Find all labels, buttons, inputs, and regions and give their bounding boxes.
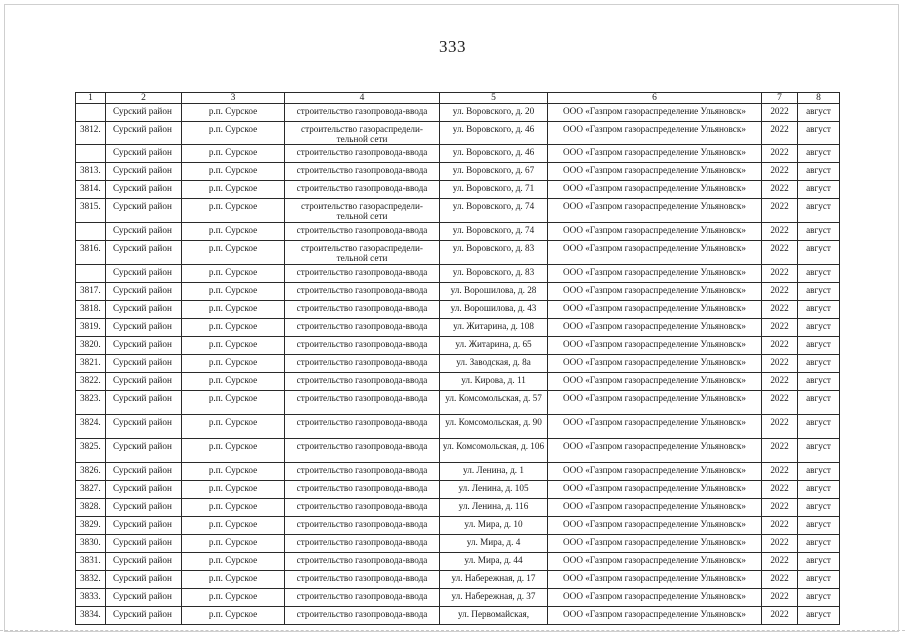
month-cell: август xyxy=(798,337,840,355)
settlement-cell: р.п. Сурское xyxy=(182,145,285,163)
address-cell: ул. Ворошилова, д. 43 xyxy=(440,301,548,319)
organization-cell: ООО «Газпром газораспределение Ульяновск» xyxy=(548,499,762,517)
year-cell: 2022 xyxy=(762,355,798,373)
row-number: 3822. xyxy=(76,373,106,391)
organization-cell: ООО «Газпром газораспределение Ульяновск» xyxy=(548,607,762,625)
settlement-cell: р.п. Сурское xyxy=(182,571,285,589)
settlement-cell: р.п. Сурское xyxy=(182,283,285,301)
table-row xyxy=(76,415,840,439)
district-cell: Сурский район xyxy=(106,241,182,265)
work-type-cell: строительство газопровода-ввода xyxy=(285,145,440,163)
district-cell: Сурский район xyxy=(106,181,182,199)
table-row xyxy=(76,319,840,337)
settlement-cell: р.п. Сурское xyxy=(182,163,285,181)
month-cell: август xyxy=(798,199,840,223)
address-cell: ул. Комсомольская, д. 57 xyxy=(440,391,548,415)
year-cell: 2022 xyxy=(762,517,798,535)
month-cell: август xyxy=(798,104,840,122)
row-number: 3825. xyxy=(76,439,106,463)
year-cell: 2022 xyxy=(762,463,798,481)
year-cell: 2022 xyxy=(762,145,798,163)
organization-cell: ООО «Газпром газораспределение Ульяновск» xyxy=(548,223,762,241)
table-row xyxy=(76,122,840,145)
work-type-cell: строительство газопровода-ввода xyxy=(285,391,440,415)
organization-cell: ООО «Газпром газораспределение Ульяновск» xyxy=(548,122,762,145)
work-type-cell: строительство газопровода-ввода xyxy=(285,283,440,301)
work-type-cell: строительство газопровода-ввода xyxy=(285,337,440,355)
year-cell: 2022 xyxy=(762,535,798,553)
organization-cell: ООО «Газпром газораспределение Ульяновск» xyxy=(548,589,762,607)
address-cell: ул. Воровского, д. 83 xyxy=(440,265,548,283)
year-cell: 2022 xyxy=(762,181,798,199)
organization-cell: ООО «Газпром газораспределение Ульяновск» xyxy=(548,199,762,223)
table-row xyxy=(76,241,840,265)
year-cell: 2022 xyxy=(762,499,798,517)
organization-cell: ООО «Газпром газораспределение Ульяновск» xyxy=(548,535,762,553)
month-cell: август xyxy=(798,319,840,337)
row-number: 3832. xyxy=(76,571,106,589)
table-row xyxy=(76,463,840,481)
district-cell: Сурский район xyxy=(106,337,182,355)
settlement-cell: р.п. Сурское xyxy=(182,373,285,391)
settlement-cell: р.п. Сурское xyxy=(182,181,285,199)
district-cell: Сурский район xyxy=(106,589,182,607)
organization-cell: ООО «Газпром газораспределение Ульяновск» xyxy=(548,373,762,391)
district-cell: Сурский район xyxy=(106,373,182,391)
organization-cell: ООО «Газпром газораспределение Ульяновск» xyxy=(548,355,762,373)
organization-cell: ООО «Газпром газораспределение Ульяновск» xyxy=(548,553,762,571)
work-type-cell: строительство газопровода-ввода xyxy=(285,439,440,463)
month-cell: август xyxy=(798,535,840,553)
work-type-cell: строительство газопровода-ввода xyxy=(285,571,440,589)
address-cell: ул. Воровского, д. 83 xyxy=(440,241,548,265)
table-row xyxy=(76,499,840,517)
address-cell: ул. Первомайская, xyxy=(440,607,548,625)
work-type-cell: строительство газопровода-ввода xyxy=(285,223,440,241)
settlement-cell: р.п. Сурское xyxy=(182,355,285,373)
district-cell: Сурский район xyxy=(106,163,182,181)
table-row xyxy=(76,265,840,283)
settlement-cell: р.п. Сурское xyxy=(182,415,285,439)
table-row xyxy=(76,391,840,415)
table-row xyxy=(76,553,840,571)
work-type-cell: строительство газопровода-ввода xyxy=(285,589,440,607)
year-cell: 2022 xyxy=(762,589,798,607)
address-cell: ул. Воровского, д. 71 xyxy=(440,181,548,199)
year-cell: 2022 xyxy=(762,481,798,499)
work-type-cell: строительство газопровода-ввода xyxy=(285,463,440,481)
district-cell: Сурский район xyxy=(106,122,182,145)
work-type-cell: строительство газораспредели-тельной сети xyxy=(285,122,440,145)
district-cell: Сурский район xyxy=(106,535,182,553)
row-number: 3823. xyxy=(76,391,106,415)
table-row xyxy=(76,163,840,181)
address-cell: ул. Комсомольская, д. 106 xyxy=(440,439,548,463)
settlement-cell: р.п. Сурское xyxy=(182,499,285,517)
work-type-cell: строительство газопровода-ввода xyxy=(285,607,440,625)
month-cell: август xyxy=(798,463,840,481)
settlement-cell: р.п. Сурское xyxy=(182,607,285,625)
settlement-cell: р.п. Сурское xyxy=(182,122,285,145)
row-number: 3816. xyxy=(76,241,106,265)
table-row xyxy=(76,535,840,553)
month-cell: август xyxy=(798,517,840,535)
month-cell: август xyxy=(798,571,840,589)
address-cell: ул. Воровского, д. 74 xyxy=(440,199,548,223)
organization-cell: ООО «Газпром газораспределение Ульяновск» xyxy=(548,181,762,199)
settlement-cell: р.п. Сурское xyxy=(182,104,285,122)
table-row xyxy=(76,589,840,607)
settlement-cell: р.п. Сурское xyxy=(182,241,285,265)
month-cell: август xyxy=(798,481,840,499)
table-row xyxy=(76,439,840,463)
work-type-cell: строительство газопровода-ввода xyxy=(285,355,440,373)
address-cell: ул. Ленина, д. 105 xyxy=(440,481,548,499)
organization-cell: ООО «Газпром газораспределение Ульяновск» xyxy=(548,265,762,283)
settlement-cell: р.п. Сурское xyxy=(182,301,285,319)
page-number: 333 xyxy=(439,37,466,56)
year-cell: 2022 xyxy=(762,283,798,301)
row-number: 3827. xyxy=(76,481,106,499)
settlement-cell: р.п. Сурское xyxy=(182,517,285,535)
settlement-cell: р.п. Сурское xyxy=(182,223,285,241)
district-cell: Сурский район xyxy=(106,145,182,163)
organization-cell: ООО «Газпром газораспределение Ульяновск» xyxy=(548,481,762,499)
row-number: 3833. xyxy=(76,589,106,607)
row-number: 3818. xyxy=(76,301,106,319)
year-cell: 2022 xyxy=(762,199,798,223)
organization-cell: ООО «Газпром газораспределение Ульяновск» xyxy=(548,337,762,355)
address-cell: ул. Кирова, д. 11 xyxy=(440,373,548,391)
address-cell: ул. Воровского, д. 74 xyxy=(440,223,548,241)
month-cell: август xyxy=(798,439,840,463)
address-cell: ул. Воровского, д. 67 xyxy=(440,163,548,181)
address-cell: ул. Ворошилова, д. 28 xyxy=(440,283,548,301)
district-cell: Сурский район xyxy=(106,517,182,535)
year-cell: 2022 xyxy=(762,265,798,283)
row-number xyxy=(76,104,106,122)
address-cell: ул. Набережная, д. 37 xyxy=(440,589,548,607)
address-cell: ул. Ленина, д. 1 xyxy=(440,463,548,481)
address-cell: ул. Комсомольская, д. 90 xyxy=(440,415,548,439)
row-number: 3817. xyxy=(76,283,106,301)
district-cell: Сурский район xyxy=(106,463,182,481)
table-row xyxy=(76,481,840,499)
work-type-cell: строительство газопровода-ввода xyxy=(285,104,440,122)
district-cell: Сурский район xyxy=(106,355,182,373)
column-header: 6 xyxy=(548,93,762,104)
month-cell: август xyxy=(798,415,840,439)
column-header: 8 xyxy=(798,93,840,104)
work-type-cell: строительство газопровода-ввода xyxy=(285,265,440,283)
district-cell: Сурский район xyxy=(106,223,182,241)
table-row xyxy=(76,517,840,535)
year-cell: 2022 xyxy=(762,415,798,439)
row-number: 3819. xyxy=(76,319,106,337)
district-cell: Сурский район xyxy=(106,553,182,571)
month-cell: август xyxy=(798,265,840,283)
year-cell: 2022 xyxy=(762,607,798,625)
row-number: 3821. xyxy=(76,355,106,373)
settlement-cell: р.п. Сурское xyxy=(182,265,285,283)
month-cell: август xyxy=(798,607,840,625)
settlement-cell: р.п. Сурское xyxy=(182,319,285,337)
year-cell: 2022 xyxy=(762,553,798,571)
column-header: 3 xyxy=(182,93,285,104)
row-number: 3830. xyxy=(76,535,106,553)
table-row xyxy=(76,283,840,301)
row-number: 3812. xyxy=(76,122,106,145)
address-cell: ул. Воровского, д. 20 xyxy=(440,104,548,122)
table-row xyxy=(76,373,840,391)
address-cell: ул. Ленина, д. 116 xyxy=(440,499,548,517)
organization-cell: ООО «Газпром газораспределение Ульяновск» xyxy=(548,104,762,122)
district-cell: Сурский район xyxy=(106,571,182,589)
organization-cell: ООО «Газпром газораспределение Ульяновск» xyxy=(548,415,762,439)
table-row xyxy=(76,607,840,625)
table-row xyxy=(76,571,840,589)
address-cell: ул. Житарина, д. 65 xyxy=(440,337,548,355)
column-header: 2 xyxy=(106,93,182,104)
district-cell: Сурский район xyxy=(106,415,182,439)
table-row xyxy=(76,181,840,199)
district-cell: Сурский район xyxy=(106,301,182,319)
work-type-cell: строительство газопровода-ввода xyxy=(285,319,440,337)
row-number xyxy=(76,145,106,163)
month-cell: август xyxy=(798,223,840,241)
row-number: 3834. xyxy=(76,607,106,625)
gasification-schedule-table xyxy=(75,92,840,625)
organization-cell: ООО «Газпром газораспределение Ульяновск» xyxy=(548,439,762,463)
month-cell: август xyxy=(798,391,840,415)
year-cell: 2022 xyxy=(762,122,798,145)
district-cell: Сурский район xyxy=(106,607,182,625)
month-cell: август xyxy=(798,553,840,571)
address-cell: ул. Набережная, д. 17 xyxy=(440,571,548,589)
table-row xyxy=(76,104,840,122)
year-cell: 2022 xyxy=(762,391,798,415)
month-cell: август xyxy=(798,241,840,265)
address-cell: ул. Воровского, д. 46 xyxy=(440,122,548,145)
table-body xyxy=(76,104,840,625)
work-type-cell: строительство газопровода-ввода xyxy=(285,553,440,571)
month-cell: август xyxy=(798,283,840,301)
organization-cell: ООО «Газпром газораспределение Ульяновск» xyxy=(548,241,762,265)
table-row xyxy=(76,337,840,355)
district-cell: Сурский район xyxy=(106,481,182,499)
settlement-cell: р.п. Сурское xyxy=(182,589,285,607)
table-row xyxy=(76,355,840,373)
month-cell: август xyxy=(798,181,840,199)
row-number: 3824. xyxy=(76,415,106,439)
organization-cell: ООО «Газпром газораспределение Ульяновск» xyxy=(548,163,762,181)
work-type-cell: строительство газопровода-ввода xyxy=(285,181,440,199)
settlement-cell: р.п. Сурское xyxy=(182,391,285,415)
work-type-cell: строительство газопровода-ввода xyxy=(285,481,440,499)
organization-cell: ООО «Газпром газораспределение Ульяновск» xyxy=(548,283,762,301)
table-row xyxy=(76,301,840,319)
work-type-cell: строительство газопровода-ввода xyxy=(285,415,440,439)
address-cell: ул. Мира, д. 10 xyxy=(440,517,548,535)
year-cell: 2022 xyxy=(762,223,798,241)
district-cell: Сурский район xyxy=(106,265,182,283)
row-number: 3829. xyxy=(76,517,106,535)
row-number xyxy=(76,265,106,283)
address-cell: ул. Житарина, д. 108 xyxy=(440,319,548,337)
district-cell: Сурский район xyxy=(106,439,182,463)
work-type-cell: строительство газопровода-ввода xyxy=(285,163,440,181)
work-type-cell: строительство газопровода-ввода xyxy=(285,517,440,535)
table-row xyxy=(76,145,840,163)
month-cell: август xyxy=(798,163,840,181)
organization-cell: ООО «Газпром газораспределение Ульяновск» xyxy=(548,319,762,337)
year-cell: 2022 xyxy=(762,241,798,265)
row-number: 3826. xyxy=(76,463,106,481)
column-number-row xyxy=(76,93,840,104)
settlement-cell: р.п. Сурское xyxy=(182,439,285,463)
column-header: 7 xyxy=(762,93,798,104)
row-number: 3831. xyxy=(76,553,106,571)
month-cell: август xyxy=(798,499,840,517)
row-number xyxy=(76,223,106,241)
organization-cell: ООО «Газпром газораспределение Ульяновск» xyxy=(548,145,762,163)
row-number: 3828. xyxy=(76,499,106,517)
work-type-cell: строительство газопровода-ввода xyxy=(285,535,440,553)
district-cell: Сурский район xyxy=(106,319,182,337)
district-cell: Сурский район xyxy=(106,499,182,517)
work-type-cell: строительство газораспредели-тельной сети xyxy=(285,199,440,223)
month-cell: август xyxy=(798,373,840,391)
table-row xyxy=(76,223,840,241)
row-number: 3814. xyxy=(76,181,106,199)
organization-cell: ООО «Газпром газораспределение Ульяновск» xyxy=(548,571,762,589)
district-cell: Сурский район xyxy=(106,199,182,223)
month-cell: август xyxy=(798,355,840,373)
address-cell: ул. Мира, д. 4 xyxy=(440,535,548,553)
table-row xyxy=(76,199,840,223)
year-cell: 2022 xyxy=(762,373,798,391)
column-header: 5 xyxy=(440,93,548,104)
district-cell: Сурский район xyxy=(106,283,182,301)
settlement-cell: р.п. Сурское xyxy=(182,337,285,355)
settlement-cell: р.п. Сурское xyxy=(182,463,285,481)
column-header: 4 xyxy=(285,93,440,104)
year-cell: 2022 xyxy=(762,163,798,181)
settlement-cell: р.п. Сурское xyxy=(182,481,285,499)
organization-cell: ООО «Газпром газораспределение Ульяновск» xyxy=(548,391,762,415)
year-cell: 2022 xyxy=(762,571,798,589)
district-cell: Сурский район xyxy=(106,104,182,122)
year-cell: 2022 xyxy=(762,104,798,122)
work-type-cell: строительство газопровода-ввода xyxy=(285,373,440,391)
settlement-cell: р.п. Сурское xyxy=(182,199,285,223)
row-number: 3820. xyxy=(76,337,106,355)
work-type-cell: строительство газопровода-ввода xyxy=(285,499,440,517)
year-cell: 2022 xyxy=(762,439,798,463)
district-cell: Сурский район xyxy=(106,391,182,415)
column-header: 1 xyxy=(76,93,106,104)
year-cell: 2022 xyxy=(762,301,798,319)
month-cell: август xyxy=(798,301,840,319)
work-type-cell: строительство газораспредели-тельной сети xyxy=(285,241,440,265)
work-type-cell: строительство газопровода-ввода xyxy=(285,301,440,319)
organization-cell: ООО «Газпром газораспределение Ульяновск» xyxy=(548,463,762,481)
settlement-cell: р.п. Сурское xyxy=(182,553,285,571)
month-cell: август xyxy=(798,589,840,607)
month-cell: август xyxy=(798,122,840,145)
address-cell: ул. Заводская, д. 8а xyxy=(440,355,548,373)
address-cell: ул. Мира, д. 44 xyxy=(440,553,548,571)
organization-cell: ООО «Газпром газораспределение Ульяновск» xyxy=(548,517,762,535)
year-cell: 2022 xyxy=(762,337,798,355)
address-cell: ул. Воровского, д. 46 xyxy=(440,145,548,163)
row-number: 3813. xyxy=(76,163,106,181)
row-number: 3815. xyxy=(76,199,106,223)
year-cell: 2022 xyxy=(762,319,798,337)
organization-cell: ООО «Газпром газораспределение Ульяновск» xyxy=(548,301,762,319)
settlement-cell: р.п. Сурское xyxy=(182,535,285,553)
month-cell: август xyxy=(798,145,840,163)
scan-edge xyxy=(0,630,905,631)
